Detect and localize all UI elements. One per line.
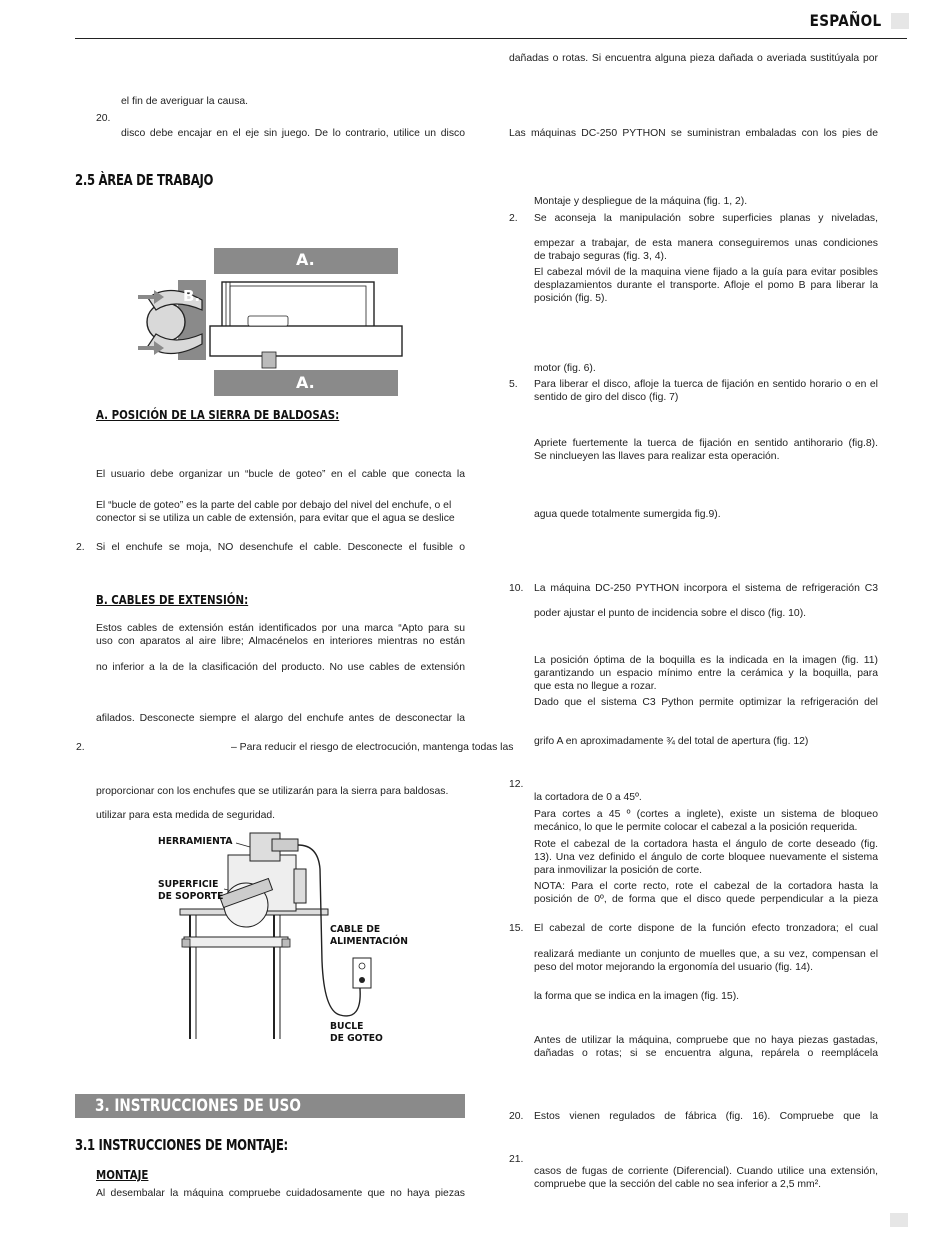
left-text-line: Si el enchufe se moja, NO desenchufe el cable. Desconecte el fusible o [96,542,465,553]
left-text-line: El “bucle de goteo” es la parte del cable por debajo del nivel del enchufe, o el [96,500,452,511]
right-text-line: motor (fig. 6). [534,363,596,374]
right-text-line: empezar a trabajar, de esta manera conseguiremos unas condiciones [534,238,878,249]
left-text-line: proporcionar con los enchufes que se utilizarán para la sierra para baldosas. [96,786,449,797]
language-label: ESPAÑOL [809,11,881,30]
right-text-line: El cabezal de corte dispone de la función efecto tronzadora; el cual [534,923,878,934]
right-text-line: compruebe que la sección del cable no sea inferior a 2,5 mm². [534,1179,822,1190]
label-superficie: SUPERFICIE [158,879,219,890]
right-text-line: Rote el cabezal de la cortadora hasta el ángulo de corte deseado (fig. [534,839,878,850]
left-text-line: Al desembalar la máquina compruebe cuidadosamente que no haya piezas [96,1188,465,1199]
right-text-line: dañadas o rotas. Si encuentra alguna pieza dañada o averiada sustitúyala por [509,53,878,64]
right-text-line: Montaje y despliegue de la máquina (fig. 1, 2). [534,196,748,207]
right-text-line: para inmovilizar la posición de corte. [534,865,703,876]
right-text-line: NOTA: Para el corte recto, rote el cabezal de la cortadora hasta la [534,881,878,892]
right-text-line: Para cortes a 45 º (cortes a inglete), existe un sistema de bloqueo [534,809,878,820]
zone-a-top-label: A. [296,250,315,269]
right-text-line: posición de 0º, de forma que el disco quede perpendicular a la pieza [534,894,878,905]
section-banner-3 [75,1094,465,1118]
right-text-line: Apriete fuertemente la tuerca de fijación en sentido antihorario (fig.8). [534,438,878,449]
left-text-line: disco debe encajar en el eje sin juego. De lo contrario, utilice un disco [121,128,465,139]
right-text-line: La máquina DC-250 PYTHON incorpora el sistema de refrigeración C3 [534,583,878,594]
right-text-line: peso del motor mejorando la ergonomía del usuario (fig. 14). [534,962,813,973]
list-number: 20. [96,113,111,124]
right-text-line: Estos vienen regulados de fábrica (fig. 16). Compruebe que la [534,1111,878,1122]
label-de-soporte: DE SOPORTE [158,891,224,902]
left-text-line: no inferior a la de la clasificación del producto. No use cables de extensión [96,662,465,673]
right-text-line: La posición óptima de la boquilla es la indicada en la imagen (fig. 11) [534,655,878,666]
label-bucle: BUCLE [330,1021,364,1032]
section-heading-3: 3. INSTRUCCIONES DE USO [95,1096,301,1116]
section-heading-2-5: 2.5 ÀREA DE TRABAJO [75,171,214,189]
left-text-line: utilizar para esta medida de seguridad. [96,810,276,821]
subheading-montaje: MONTAJE [96,1167,149,1182]
operator-head [147,303,185,341]
right-text-line: la forma que se indica en la imagen (fig. 15). [534,991,740,1002]
right-text-line: Para liberar el disco, afloje la tuerca de fijación en sentido horario o en el [534,379,878,390]
right-text-line: Antes de utilizar la máquina, compruebe que no haya piezas gastadas, [534,1035,878,1046]
list-number: 2. [76,542,85,553]
right-text-line: que esta no llegue a rozar. [534,681,657,692]
section-heading-3-1: 3.1 INSTRUCCIONES DE MONTAJE: [75,1136,288,1154]
right-text-line: 13). Una vez definido el ángulo de corte bloquee nuevamente el sistema [534,852,878,863]
left-text-line: Estos cables de extensión están identificados por una marca “Apto para su [96,623,465,634]
list-number: 2. [76,742,85,753]
label-cable-de: CABLE DE [330,924,381,935]
list-number: 15. [509,923,524,934]
label-herramienta: HERRAMIENTA [158,836,233,847]
page-number-marker [890,1213,908,1227]
left-text-line: el fin de averiguar la causa. [121,96,249,107]
right-text-line: la cortadora de 0 a 45º. [534,792,642,803]
right-text-line: poder ajustar el punto de incidencia sobre el disco (fig. 10). [534,608,807,619]
right-text-line: dañadas o rotas; si se encuentra alguna, repárela o reemplácela [534,1048,878,1059]
list-number: 5. [509,379,518,390]
left-text-line: conector si se utiliza un cable de extensión, para evitar que el agua se deslice [96,513,455,524]
header-tab-marker [891,13,909,29]
saw-position-diagram [130,240,410,400]
zone-b-label: B. [183,287,201,305]
right-text-line: agua quede totalmente sumergida fig.9). [534,509,721,520]
saw-table [222,282,374,328]
right-text-line: casos de fugas de corriente (Diferencial). Cuando utilice una extensión, [534,1166,878,1177]
subheading-b: B. CABLES DE EXTENSIÓN: [96,592,249,607]
right-text-line: Se aconseja la manipulación sobre superficies planas y niveladas, [534,213,878,224]
label-alimentacion: ALIMENTACIÓN [330,936,408,947]
list-number: 20. [509,1111,524,1122]
list-number: 10. [509,583,524,594]
right-text-line: Las máquinas DC-250 PYTHON se suministran embaladas con los pies de [509,128,878,139]
right-text-line: desplazamientos durante el transporte. Afloje el pomo B para liberar la [534,280,878,291]
list-number: 2. [509,213,518,224]
right-text-line: sentido de giro del disco (fig. 7) [534,392,679,403]
saw-knob [262,352,276,368]
left-text-line: afilados. Desconecte siempre el alargo del enchufe antes de desconectar la [96,713,465,724]
right-text-line: posición (fig. 5). [534,293,608,304]
right-text-line: realizará mediante un conjunto de muelles que, a su vez, compensan el [534,949,878,960]
left-text-line: – Para reducir el riesgo de electrocución, mantenga todas las [231,742,514,753]
right-text-line: Dado que el sistema C3 Python permite optimizar la refrigeración del [534,697,878,708]
left-text-line: El usuario debe organizar un “bucle de goteo” en el cable que conecta la [96,469,465,480]
right-text-line: garantizando un espacio mínimo entre la cerámica y la boquilla, para [534,668,878,679]
saw-rail [210,326,402,356]
right-text-line: de trabajo seguras (fig. 3, 4). [534,251,667,262]
header-rule [75,38,907,39]
subheading-a: A. POSICIÓN DE LA SIERRA DE BALDOSAS: [96,407,340,422]
label-de-goteo: DE GOTEO [330,1033,383,1044]
list-number: 12. [509,779,524,790]
left-text-line: uso con aparatos al aire libre; Almacénelos en interiores mientras no están [96,636,465,647]
right-text-line: El cabezal móvil de la maquina viene fijado a la guía para evitar posibles [534,267,878,278]
right-text-line: Se ninclueyen las llaves para realizar esta operación. [534,451,780,462]
zone-a-bottom-label: A. [296,373,315,392]
wall-socket [353,958,371,988]
list-number: 21. [509,1154,524,1165]
right-text-line: mecánico, lo que le permite colocar el cabezal a la posición requerida. [534,822,858,833]
right-text-line: grifo A en aproximadamente ¾ del total de apertura (fig. 12) [534,736,809,747]
